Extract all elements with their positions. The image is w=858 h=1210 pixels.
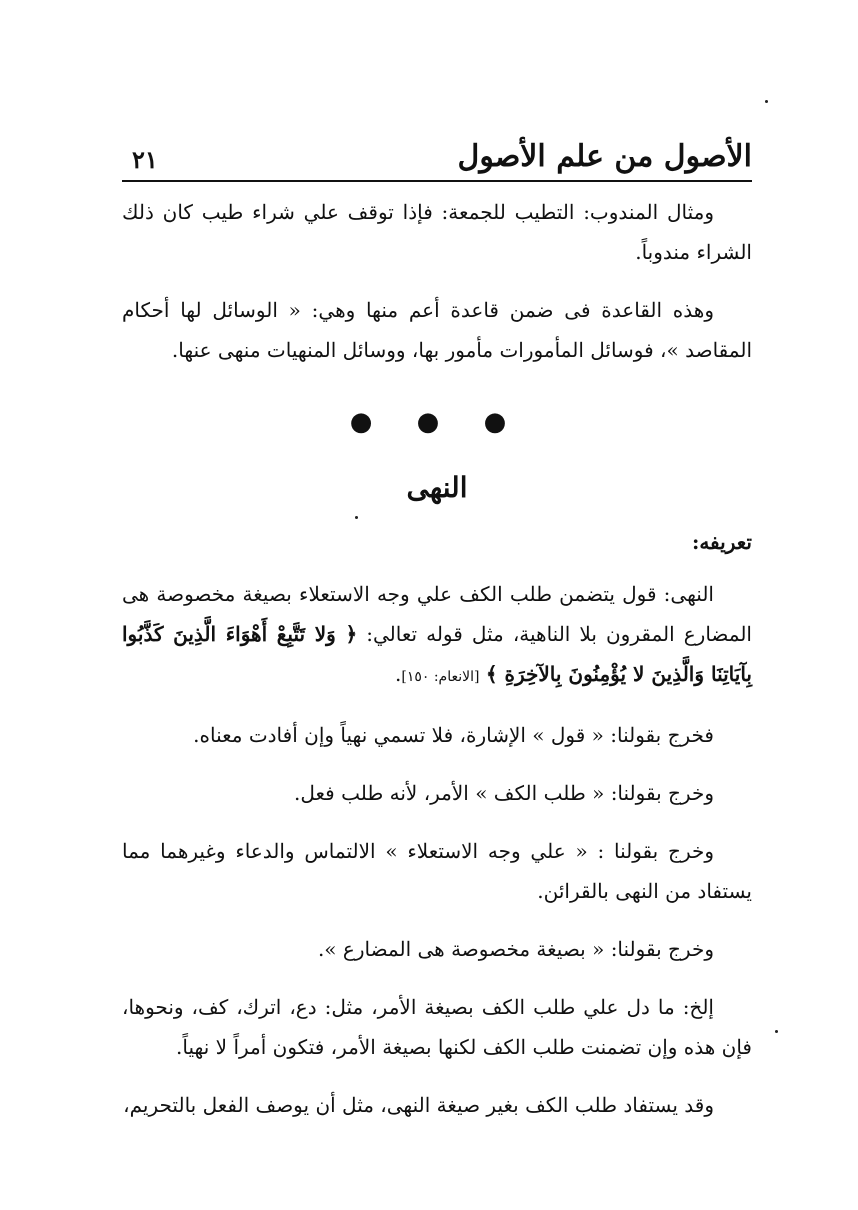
paragraph: فخرج بقولنا: « قول » الإشارة، فلا تسمي نهياً وإن أفادت معناه. (193, 723, 714, 747)
paragraph: وخرج بقولنا : « علي وجه الاستعلاء » الالتماس والدعاء وغيرهما مما يستفاد من النهى بالقرائن. (122, 839, 752, 903)
paragraph: وقد يستفاد طلب الكف بغير صيغة النهى، مثل أن يوصف الفعل بالتحريم، (123, 1093, 714, 1117)
subheading: تعريفه: (691, 530, 752, 554)
paragraph: وخرج بقولنا: « بصيغة مخصوصة هى المضارع ». (317, 937, 714, 961)
quran-verse: ﴿ وَلا تَتَّبِعْ أَهْوَاءَ الَّذِينَ كَذَّبُوا بِآيَاتِنَا وَالَّذِينَ لا يُؤْمِنُونَ بِالآخِرَةِ ﴾ (122, 622, 752, 686)
paragraph: وخرج بقولنا: « طلب الكف » الأمر، لأنه طلب فعل. (294, 781, 714, 805)
section-separator: ● ● ● (349, 407, 525, 437)
paragraph: وهذه القاعدة فى ضمن قاعدة أعم منها وهي: « الوسائل لها أحكام المقاصد »، فوسائل المأمورات مأمور بها، ووسائل المنهيات منهى عنها. (122, 298, 752, 362)
page-header (122, 132, 752, 182)
paragraph: إلخ: ما دل علي طلب الكف بصيغة الأمر، مثل: دع، اترك، كف، ونحوها، فإن هذه وإن تضمنت طلب الكف لكنها بصيغة الأمر، فتكون أمراً لا نهياً. (122, 995, 752, 1059)
definition-paragraph (122, 574, 752, 697)
speck-mark (765, 100, 768, 103)
page-content (122, 192, 752, 1143)
definition-lead: النهى: قول يتضمن طلب الكف علي وجه الاستعلاء بصيغة مخصوصة هى المضارع المقرون بلا الناهية، مثل قوله تعالي: (122, 582, 752, 646)
verse-reference: [الانعام: ١٥٠] (401, 669, 480, 685)
section-title: النهى (406, 471, 468, 504)
running-title: الأصول من علم الأصول (457, 139, 752, 174)
speck-mark (775, 1030, 778, 1033)
page-number: ٢١ (132, 145, 158, 174)
definition-end: . (394, 662, 402, 686)
paragraph: ومثال المندوب: التطيب للجمعة: فإذا توقف علي شراء طيب كان ذلك الشراء مندوباً. (122, 200, 752, 264)
